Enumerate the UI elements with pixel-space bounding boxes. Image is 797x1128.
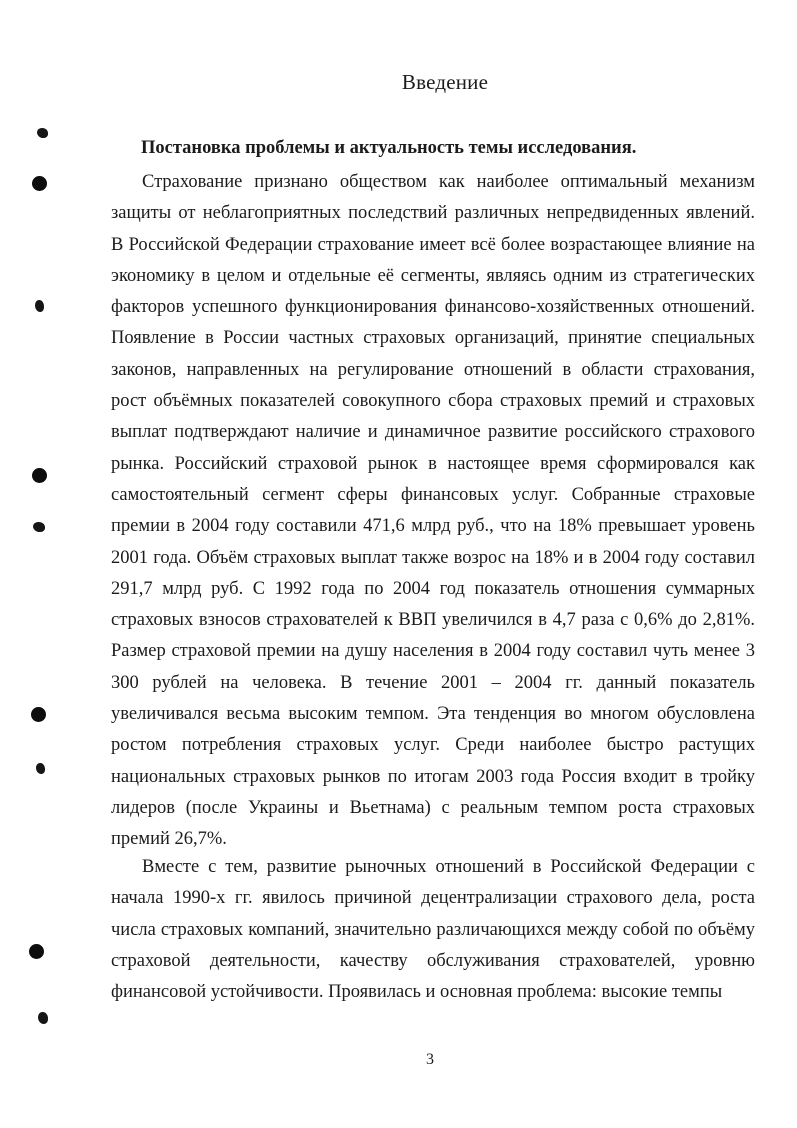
margin-speck (38, 1012, 48, 1024)
margin-speck (35, 300, 44, 312)
body-paragraph: Вместе с тем, развитие рыночных отношений в Российской Федерации с начала 1990-х гг. явилось причиной децентрализации страхового дела, роста числа страховых компаний, значительно различающихся между собой по объёму страховой деятельности, качеству обслуживания страхователей, уровню финансовой устойчивости. Проявилась и основная проблема: высокие темпы (111, 857, 755, 1003)
section-subtitle: Постановка проблемы и актуальность темы исследования. (141, 138, 637, 158)
margin-speck (37, 128, 48, 138)
binder-hole (29, 944, 44, 959)
margin-speck (33, 522, 45, 532)
binder-hole (32, 176, 47, 191)
body-paragraph: Страхование признано обществом как наиболее оптимальный механизм защиты от неблагоприятных последствий различных непредвиденных явлений. В Российской Федерации страхование имеет всё более возрастающее влияние на экономику в целом и отдельные её сегменты, являясь одним из стратегических факторов успешного функционирования финансово-хозяйственных отношений. Появление в России частных страховых организаций, принятие специальных законов, направленных на регулирование отношений в области страхования, рост объёмных показателей совокупного сбора страховых премий и страховых выплат подтверждают наличие и динамичное развитие российского страхового рынка. Российский страховой рынок в настоящее время сформировался как самостоятельный сегмент сферы финансовых услуг. Собранные страховые премии в 2004 году составили 471,6 млрд руб., что на 18% превышает уровень 2001 года. Объём страховых выплат также возрос на 18% и в 2004 году составил 291,7 млрд руб. С 1992 года по 2004 год показатель отношения суммарных страховых взносов страхователей к ВВП увеличился в 4,7 раза с 0,6% до 2,81%. Размер страховой премии на душу населения в 2004 году составил чуть менее 3 300 рублей на человека. В течение 2001 – 2004 гг. данный показатель увеличивался весьма высоким темпом. Эта тенденция во многом обусловлена ростом потребления страховых услуг. Среди наиболее быстро растущих национальных страховых рынков по итогам 2003 года Россия входит в тройку лидеров (после Украины и Вьетнама) с реальным темпом роста страховых премий 26,7%. (111, 172, 755, 850)
page-number: 3 (426, 1051, 434, 1068)
margin-speck (36, 763, 45, 774)
binder-hole (31, 707, 46, 722)
binder-hole (32, 468, 47, 483)
page-title: Введение (401, 70, 489, 94)
